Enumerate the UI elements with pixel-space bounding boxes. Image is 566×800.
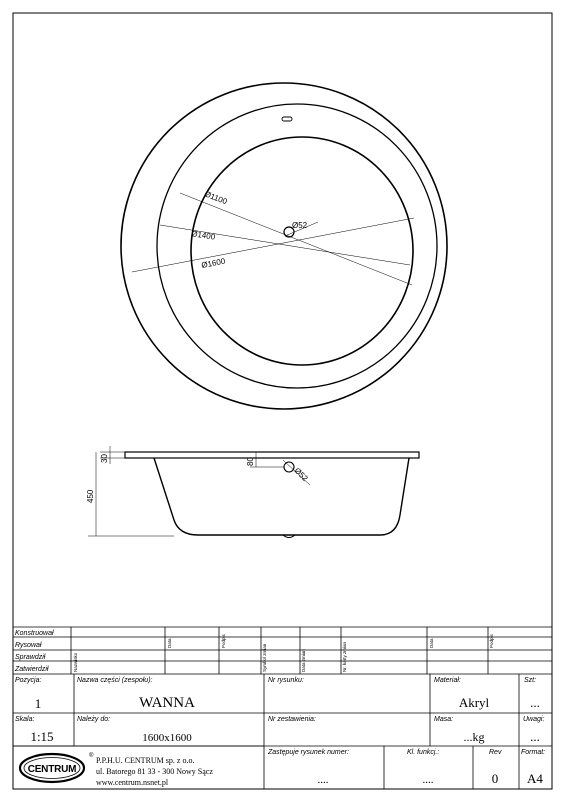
registered-mark: ® bbox=[89, 753, 94, 759]
notes-label: Uwagi: bbox=[523, 716, 545, 723]
scale-value: 1:15 bbox=[30, 729, 54, 744]
dim-drain-offset-label: 80 bbox=[246, 457, 255, 466]
col-header-date: Data bbox=[167, 638, 172, 648]
format-value: A4 bbox=[527, 771, 543, 786]
drawing-no-label: Nr rysunku: bbox=[268, 677, 304, 684]
sheet-border bbox=[13, 13, 552, 789]
scale-label: Skala: bbox=[15, 716, 35, 723]
material-label: Materiał: bbox=[434, 677, 461, 684]
part-name-label: Nazwa części (zespołu): bbox=[77, 677, 153, 684]
company-name: P.P.H.U. CENTRUM sp. z o.o. bbox=[96, 756, 195, 765]
row-label-approved: Zatwierdził bbox=[15, 666, 49, 673]
bath-body bbox=[154, 458, 409, 535]
replaces-value: .... bbox=[317, 774, 329, 786]
company-web: www.centrum.nsnet.pl bbox=[96, 778, 169, 787]
col-header-date-2: Data bbox=[429, 638, 434, 648]
col-header-symbol: Symbol zmian bbox=[262, 643, 267, 672]
mass-label: Masa: bbox=[434, 716, 454, 723]
side-dim-drain-label: Ø52 bbox=[292, 466, 310, 484]
col-header-signature-2: Podpis bbox=[489, 634, 494, 648]
row-label-constructed: Konstruował bbox=[15, 630, 54, 637]
qty-value: ... bbox=[530, 695, 540, 710]
material-value: Akryl bbox=[458, 695, 490, 710]
side-drain-hole bbox=[284, 462, 294, 472]
position-value: 1 bbox=[34, 696, 42, 711]
format-label: Format: bbox=[521, 749, 546, 756]
replaces-label: Zastępuje rysunek numer: bbox=[268, 749, 349, 756]
dim-outer-label: Ø1600 bbox=[200, 256, 226, 270]
company-logo bbox=[20, 754, 84, 782]
logo-text: CENTRUM bbox=[27, 764, 77, 775]
belongs-to-value: 1600x1600 bbox=[142, 732, 192, 744]
col-header-signature: Podpis bbox=[221, 634, 226, 648]
dim-rim-label: 30 bbox=[100, 454, 109, 463]
rev-value: 0 bbox=[491, 771, 499, 786]
middle-rim-circle bbox=[157, 104, 437, 388]
dim-line-outer bbox=[132, 218, 414, 272]
outer-rim-circle bbox=[121, 83, 447, 409]
col-header-change-no: Nr. karty zmian bbox=[342, 641, 347, 672]
belongs-to-label: Należy do: bbox=[77, 716, 111, 723]
rev-label: Rev bbox=[489, 749, 502, 756]
part-name-value: WANNA bbox=[139, 695, 195, 711]
col-header-name: Nazwisko bbox=[73, 652, 78, 672]
rim-flange bbox=[125, 452, 419, 458]
dim-middle-label: Ø1400 bbox=[190, 229, 216, 242]
col-header-change-date: Data zmian bbox=[301, 649, 306, 672]
position-label: Pozycja: bbox=[15, 677, 42, 684]
basin-circle bbox=[191, 137, 413, 365]
row-label-drawn: Rysował bbox=[15, 642, 42, 649]
assembly-no-label: Nr zestawienia: bbox=[268, 716, 316, 723]
function-class-label: Kl. funkcj.: bbox=[407, 749, 440, 756]
company-address: ul. Batorego 81 33 - 300 Nowy Sącz bbox=[96, 767, 213, 776]
mass-value: ...kg bbox=[463, 730, 485, 744]
row-label-checked: Sprawdził bbox=[15, 654, 46, 661]
overflow-hole bbox=[282, 117, 292, 121]
dim-drain-label: Ø52 bbox=[292, 221, 308, 230]
function-class-value: .... bbox=[422, 774, 434, 786]
qty-label: Szt: bbox=[524, 677, 537, 684]
notes-value: ... bbox=[530, 729, 540, 744]
dim-inner-label: Ø1100 bbox=[203, 189, 229, 207]
dim-height-label: 450 bbox=[86, 489, 95, 503]
top-view bbox=[121, 83, 447, 409]
